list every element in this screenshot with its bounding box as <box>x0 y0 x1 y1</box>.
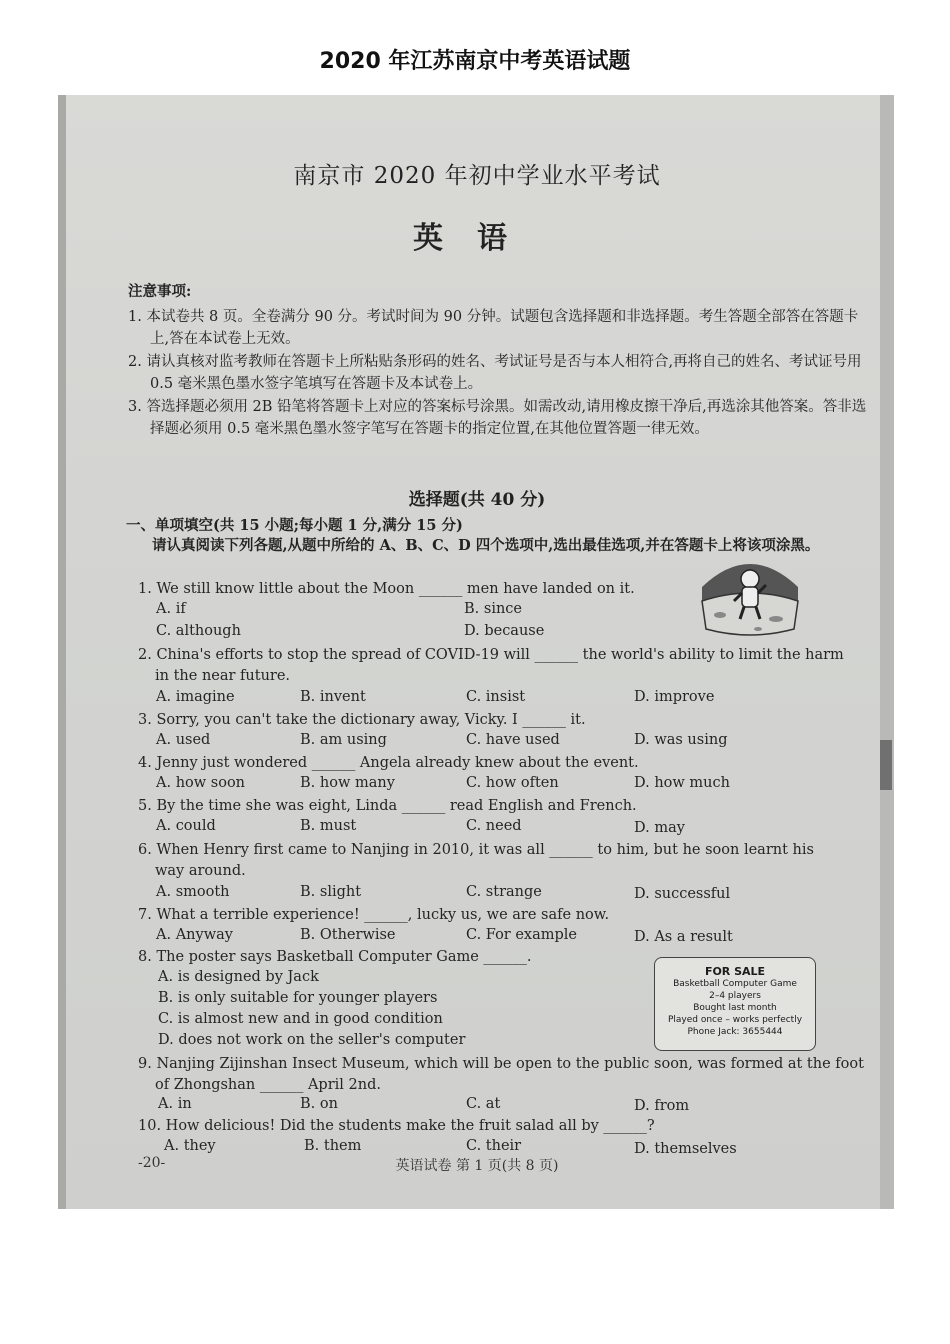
exam-sheet <box>72 95 882 1209</box>
note-item: 3. 答选择题必须用 2B 铅笔将答题卡上对应的答案标号涂黑。如需改动,请用橡皮擦干净后,再选涂其他答案。答非选择题必须用 0.5 毫米黑色墨水签字笔写在答题卡的指定位置,在其他位置答题一律无效。 <box>128 398 867 437</box>
option-b: B. since <box>464 601 522 617</box>
poster-line: Played once – works perfectly <box>667 1015 803 1025</box>
notes-heading: 注意事项: <box>128 283 192 300</box>
option-a: A. imagine <box>156 689 235 705</box>
option-a: A. smooth <box>156 884 230 900</box>
option-d: D. improve <box>634 689 715 705</box>
option-a: A. used <box>156 732 211 748</box>
photo-left-edge <box>58 95 66 1209</box>
notes-block <box>128 281 868 441</box>
section-title: 选择题(共 40 分) <box>408 490 546 510</box>
option-d: D. how much <box>634 775 730 791</box>
question-7 <box>138 905 873 926</box>
option-c: C. although <box>156 623 241 639</box>
option-c: C. their <box>466 1138 522 1154</box>
poster-line: Basketball Computer Game <box>673 979 797 989</box>
option-a: A. in <box>158 1096 192 1112</box>
question-2 <box>138 645 873 687</box>
option-a: A. could <box>156 818 216 834</box>
option-c: C. strange <box>466 884 542 900</box>
option-c: C. For example <box>466 927 577 943</box>
option-c: C. at <box>466 1096 501 1112</box>
question-stem: 4. Jenny just wondered ______ Angela already knew about the event. <box>138 755 639 771</box>
photo-right-edge <box>880 95 894 1209</box>
question-3 <box>138 710 873 731</box>
option-a: A. they <box>164 1138 216 1154</box>
option-b: B. Otherwise <box>300 927 396 943</box>
option-d: D. As a result <box>634 929 733 945</box>
option-b: B. them <box>304 1138 362 1154</box>
poster-line: Bought last month <box>693 1003 777 1013</box>
page-footer: 英语试卷 第 1 页(共 8 页) <box>395 1158 559 1174</box>
exam-subject: 英语 <box>413 221 541 256</box>
question-stem: 1. We still know little about the Moon ______ men have landed on it. <box>138 581 635 597</box>
for-sale-poster <box>654 957 816 1051</box>
question-stem: 6. When Henry first came to Nanjing in 2010, it was all ______ to him, but he soon learnt his <box>138 842 814 858</box>
option-b: B. on <box>300 1096 338 1112</box>
poster-line: Phone Jack: 3655444 <box>687 1027 783 1037</box>
exam-title: 南京市 2020 年初中学业水平考试 <box>293 163 661 189</box>
option-d: D. because <box>464 623 545 639</box>
option-a: A. if <box>156 601 186 617</box>
question-stem-continued: of Zhongshan ______ April 2nd. <box>155 1077 381 1093</box>
question-stem: 3. Sorry, you can't take the dictionary away, Vicky. I ______ it. <box>138 712 586 728</box>
option-c: C. how often <box>466 775 559 791</box>
question-stem: 8. The poster says Basketball Computer Game ______. <box>138 949 532 965</box>
document-title: 2020 年江苏南京中考英语试题 <box>319 49 631 74</box>
option-c: C. need <box>466 818 522 834</box>
note-item: 2. 请认真核对监考教师在答题卡上所粘贴条形码的姓名、考试证号是否与本人相符合,再将自己的姓名、考试证号用 0.5 毫米黑色墨水签字笔填写在答题卡及本试卷上。 <box>128 353 862 392</box>
question-stem: 9. Nanjing Zijinshan Insect Museum, which will be open to the public soon, was formed at the foot <box>138 1056 864 1072</box>
option-d: D. does not work on the seller's computer <box>158 1032 466 1048</box>
option-b: B. am using <box>300 732 387 748</box>
option-d: D. may <box>634 820 685 836</box>
question-stem: 2. China's efforts to stop the spread of COVID-19 will ______ the world's ability to limit the harm <box>138 647 844 663</box>
option-c: C. is almost new and in good condition <box>158 1011 443 1027</box>
poster-line: 2–4 players <box>709 991 761 1001</box>
part-heading: 一、单项填空(共 15 小题;每小题 1 分,满分 15 分) <box>126 517 463 534</box>
question-10 <box>138 1116 873 1137</box>
question-4 <box>138 753 873 774</box>
option-a: A. is designed by Jack <box>158 969 319 985</box>
option-b: B. is only suitable for younger players <box>158 990 438 1006</box>
option-c: C. insist <box>466 689 526 705</box>
option-b: B. must <box>300 818 357 834</box>
poster-heading: FOR SALE <box>704 965 766 978</box>
option-b: B. how many <box>300 775 395 791</box>
question-6 <box>138 840 873 882</box>
option-d: D. from <box>634 1098 690 1114</box>
question-stem: 10. How delicious! Did the students make the fruit salad all by ______? <box>138 1118 655 1134</box>
note-item: 1. 本试卷共 8 页。全卷满分 90 分。考试时间为 90 分钟。试题包含选择题和非选择题。考生答题全部答在答题卡上,答在本试卷上无效。 <box>128 308 859 347</box>
question-stem: 7. What a terrible experience! ______, lucky us, we are safe now. <box>138 907 610 923</box>
question-stem: 5. By the time she was eight, Linda ______ read English and French. <box>138 798 637 814</box>
option-a: A. Anyway <box>156 927 233 943</box>
astronaut-moon-illustration <box>698 549 802 639</box>
option-d: D. themselves <box>634 1141 737 1157</box>
page-number: -20- <box>138 1155 166 1171</box>
option-d: D. successful <box>634 886 731 902</box>
question-5 <box>138 796 873 817</box>
question-stem-continued: way around. <box>155 863 246 879</box>
part-instructions: 请认真阅读下列各题,从题中所给的 A、B、C、D 四个选项中,选出最佳选项,并在答题卡上将该项涂黑。 <box>152 537 820 554</box>
question-stem-continued: in the near future. <box>155 668 291 684</box>
option-b: B. invent <box>300 689 366 705</box>
exam-photo <box>58 95 894 1209</box>
option-a: A. how soon <box>156 775 246 791</box>
option-b: B. slight <box>300 884 362 900</box>
question-9 <box>138 1054 873 1096</box>
option-c: C. have used <box>466 732 560 748</box>
option-d: D. was using <box>634 732 728 748</box>
